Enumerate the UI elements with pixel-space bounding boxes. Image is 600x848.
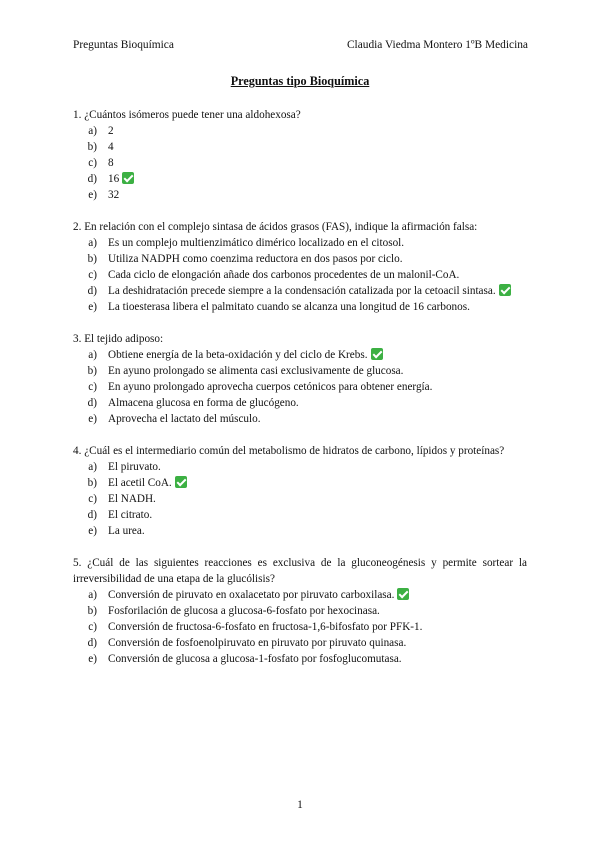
option-letter: d) — [87, 173, 97, 185]
question-text: 2. En relación con el complejo sintasa de ácidos grasos (FAS), indique la afirmación falsa: — [73, 221, 478, 233]
options-list — [73, 587, 527, 667]
option-text: 16 — [108, 173, 120, 185]
option-letter: c) — [88, 269, 97, 281]
option-text-wrap — [108, 347, 527, 363]
option-letter: e) — [88, 301, 97, 313]
check-mark-icon — [122, 172, 134, 184]
question-text: 4. ¿Cuál es el intermediario común del metabolismo de hidratos de carbono, lípidos y proteínas? — [73, 445, 505, 457]
option-text: 8 — [108, 157, 114, 169]
option-text-wrap — [108, 475, 527, 491]
option-text-wrap — [108, 603, 527, 619]
question-text: 5. ¿Cuál de las siguientes reacciones es exclusiva de la gluconeogénesis y permite sortear la irreversibilidad de una etapa de la glucólisis? — [73, 557, 527, 585]
option-text: 2 — [108, 125, 114, 137]
option-text: Obtiene energía de la beta-oxidación y del ciclo de Krebs. — [108, 349, 368, 361]
option-letter: b) — [87, 253, 97, 265]
options-list — [73, 459, 527, 539]
question-3 — [73, 331, 527, 427]
option-letter: c) — [88, 381, 97, 393]
option-text-wrap — [108, 507, 527, 523]
page-number: 1 — [297, 799, 303, 811]
option-text-wrap — [108, 491, 527, 507]
option-text: En ayuno prolongado aprovecha cuerpos cetónicos para obtener energía. — [108, 381, 433, 393]
option-item — [73, 523, 527, 539]
page-header — [73, 37, 528, 53]
option-letter: a) — [88, 589, 97, 601]
option-text-wrap — [108, 251, 527, 267]
option-text: El NADH. — [108, 493, 156, 505]
option-item — [73, 587, 527, 603]
option-item — [73, 395, 527, 411]
option-letter: e) — [88, 653, 97, 665]
option-text-wrap — [108, 395, 527, 411]
option-letter: d) — [87, 397, 97, 409]
option-item — [73, 363, 527, 379]
question-2 — [73, 219, 527, 315]
option-letter: c) — [88, 621, 97, 633]
option-item — [73, 459, 527, 475]
page-title: Preguntas tipo Bioquímica — [230, 74, 370, 88]
option-text-wrap — [108, 187, 527, 203]
option-text: El citrato. — [108, 509, 153, 521]
option-text-wrap — [108, 635, 527, 651]
option-text: En ayuno prolongado se alimenta casi exclusivamente de glucosa. — [108, 365, 404, 377]
options-list — [73, 235, 527, 315]
option-text: 32 — [108, 189, 120, 201]
option-text-wrap — [108, 283, 527, 299]
option-item — [73, 411, 527, 427]
option-text-wrap — [108, 139, 527, 155]
option-letter: b) — [87, 605, 97, 617]
option-text-wrap — [108, 459, 527, 475]
option-text-wrap — [108, 363, 527, 379]
option-letter: b) — [87, 141, 97, 153]
check-mark-icon — [499, 284, 511, 296]
header-left: Preguntas Bioquímica — [73, 39, 174, 51]
option-text-wrap — [108, 587, 527, 603]
question-1 — [73, 107, 527, 203]
option-letter: a) — [88, 349, 97, 361]
check-mark-icon — [371, 348, 383, 360]
option-text: El acetil CoA. — [108, 477, 172, 489]
option-text: La deshidratación precede siempre a la condensación catalizada por la cetoacil sintasa. — [108, 285, 496, 297]
option-item — [73, 299, 527, 315]
question-text: 3. El tejido adiposo: — [73, 333, 164, 345]
questions-list — [73, 107, 527, 683]
option-text: El piruvato. — [108, 461, 161, 473]
question-text: 1. ¿Cuántos isómeros puede tener una aldohexosa? — [73, 109, 301, 121]
option-letter: d) — [87, 285, 97, 297]
option-text-wrap — [108, 523, 527, 539]
option-item — [73, 187, 527, 203]
option-letter: a) — [88, 237, 97, 249]
option-item — [73, 235, 527, 251]
option-item — [73, 123, 527, 139]
option-letter: b) — [87, 477, 97, 489]
option-letter: e) — [88, 189, 97, 201]
option-item — [73, 347, 527, 363]
option-text: La tioesterasa libera el palmitato cuando se alcanza una longitud de 16 carbonos. — [108, 301, 470, 313]
option-letter: e) — [88, 525, 97, 537]
options-list — [73, 347, 527, 427]
option-letter: e) — [88, 413, 97, 425]
option-text-wrap — [108, 171, 527, 187]
option-text: Conversión de fosfoenolpiruvato en piruvato por piruvato quinasa. — [108, 637, 407, 649]
option-item — [73, 635, 527, 651]
option-item — [73, 491, 527, 507]
option-text: Almacena glucosa en forma de glucógeno. — [108, 397, 299, 409]
option-item — [73, 139, 527, 155]
option-letter: d) — [87, 637, 97, 649]
option-item — [73, 155, 527, 171]
option-text-wrap — [108, 123, 527, 139]
option-text: Fosforilación de glucosa a glucosa-6-fosfato por hexocinasa. — [108, 605, 380, 617]
option-item — [73, 171, 527, 187]
option-text-wrap — [108, 299, 527, 315]
option-item — [73, 475, 527, 491]
option-text-wrap — [108, 651, 527, 667]
option-text: Conversión de piruvato en oxalacetato por piruvato carboxilasa. — [108, 589, 395, 601]
option-letter: a) — [88, 461, 97, 473]
option-text: Utiliza NADPH como coenzima reductora en dos pasos por ciclo. — [108, 253, 403, 265]
option-text-wrap — [108, 411, 527, 427]
option-letter: c) — [88, 157, 97, 169]
check-mark-icon — [175, 476, 187, 488]
header-right: Claudia Viedma Montero 1ºB Medicina — [346, 39, 528, 51]
option-item — [73, 651, 527, 667]
option-text: Aprovecha el lactato del músculo. — [108, 413, 261, 425]
option-text-wrap — [108, 235, 527, 251]
option-text-wrap — [108, 155, 527, 171]
option-item — [73, 619, 527, 635]
option-item — [73, 251, 527, 267]
option-letter: b) — [87, 365, 97, 377]
options-list — [73, 123, 527, 203]
option-item — [73, 283, 527, 299]
option-text: Cada ciclo de elongación añade dos carbonos procedentes de un malonil-CoA. — [108, 269, 460, 281]
option-text: La urea. — [108, 525, 145, 537]
question-4 — [73, 443, 527, 539]
option-letter: a) — [88, 125, 97, 137]
option-item — [73, 507, 527, 523]
option-item — [73, 379, 527, 395]
option-item — [73, 267, 527, 283]
option-text: Es un complejo multienzimático dimérico localizado en el citosol. — [108, 237, 405, 249]
check-mark-icon — [397, 588, 409, 600]
option-text-wrap — [108, 619, 527, 635]
option-text: 4 — [108, 141, 114, 153]
option-text: Conversión de fructosa-6-fosfato en fructosa-1,6-bifosfato por PFK-1. — [108, 621, 423, 633]
option-text-wrap — [108, 379, 527, 395]
option-text-wrap — [108, 267, 527, 283]
option-letter: c) — [88, 493, 97, 505]
question-5 — [73, 555, 527, 667]
option-letter: d) — [87, 509, 97, 521]
option-item — [73, 603, 527, 619]
option-text: Conversión de glucosa a glucosa-1-fosfato por fosfoglucomutasa. — [108, 653, 402, 665]
